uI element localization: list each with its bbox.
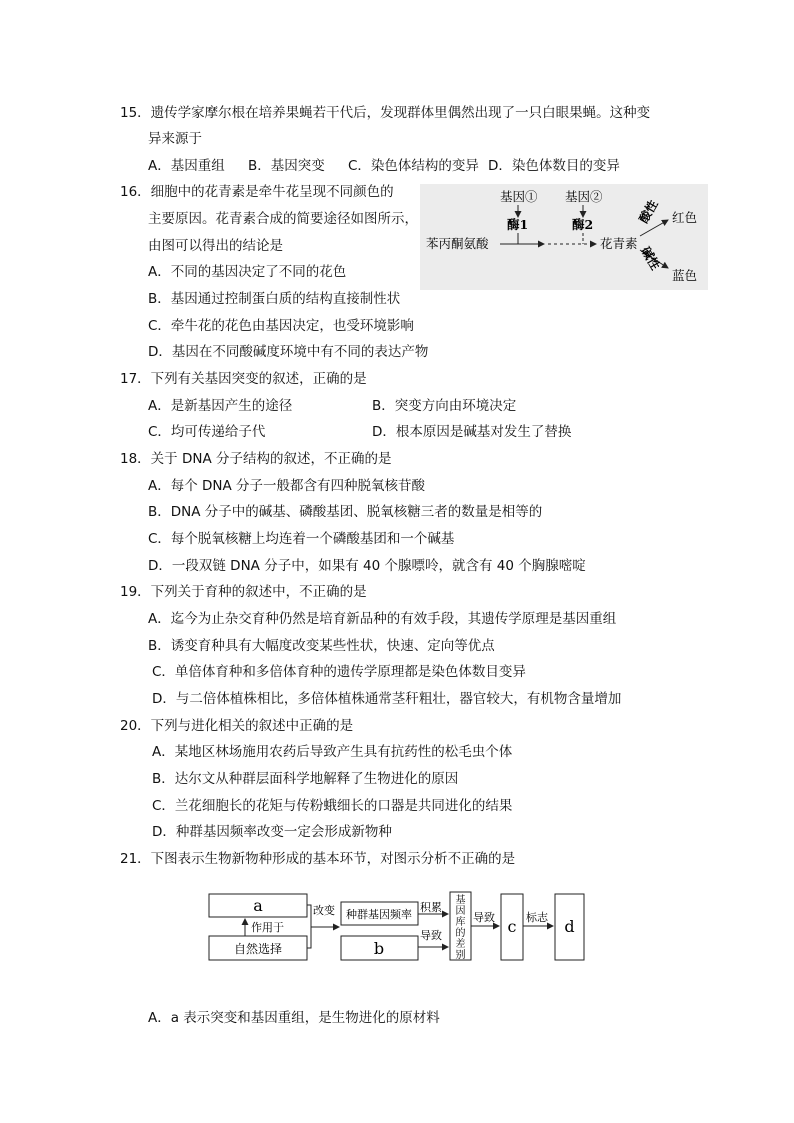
q21-label-gene-frequency: 种群基因频率 [346,908,412,921]
q21-gene-pool-char-2: 因 [455,906,466,917]
q17-stem: 17．下列有关基因突变的叙述，正确的是 [120,371,367,387]
q16-blue-label: 蓝色 [672,268,698,283]
q15-stem-line1: 15．遗传学家摩尔根在培养果蝇若干代后，发现群体里偶然出现了一只白眼果蝇。这种变 [120,105,651,121]
q16-red-label: 红色 [672,210,698,225]
q18-option-a: A．每个 DNA 分子一般都含有四种脱氧核苷酸 [148,478,426,494]
q21-speciation-figure [205,886,595,966]
q16-product-label: 花青素 [600,236,638,251]
q21-label-b: b [373,939,385,958]
q19-option-c: C．单倍体育种和多倍体育种的遗传学原理都是染色体数目变异 [152,664,526,680]
q17-option-a: A．是新基因产生的途径 [148,398,293,414]
q19-stem: 19．下列关于育种的叙述中，不正确的是 [120,584,367,600]
q21-left-bracket [307,905,311,948]
q16-stem-line1: 16．细胞中的花青素是牵牛花呈现不同颜色的 [120,184,394,200]
q16-acid-label: 酸性 [636,197,661,226]
q21-gene-pool-char-5: 差 [455,939,466,950]
q21-acts-on-label: 作用于 [251,921,284,934]
q18-option-d: D．一段双链 DNA 分子中，如果有 40 个腺嘌呤，就含有 40 个胸腺嘧啶 [148,558,586,574]
q16-stem-line3: 由图可以得出的结论是 [148,238,283,254]
q21-label-c: c [507,917,517,936]
q15-stem-line2: 异来源于 [148,131,202,147]
q17-option-d: D．根本原因是碱基对发生了替换 [372,424,572,440]
q16-option-a: A．不同的基因决定了不同的花色 [148,264,347,280]
q16-substrate-label: 苯丙酮氨酸 [426,236,489,251]
q16-enzyme1-label: 酶1 [507,217,529,232]
q20-option-a: A．某地区林场施用农药后导致产生具有抗药性的松毛虫个体 [152,744,513,760]
q21-gene-pool-char-1: 基 [455,895,466,906]
q17-option-b: B．突变方向由环境决定 [372,398,517,414]
q20-option-c: C．兰花细胞长的花矩与传粉蛾细长的口器是共同进化的结果 [152,798,513,814]
q21-gene-pool-char-4: 的 [455,928,466,939]
q21-option-a: A．a 表示突变和基因重组，是生物进化的原材料 [148,1010,440,1026]
q16-option-d: D．基因在不同酸碱度环境中有不同的表达产物 [148,344,429,360]
q16-pathway-figure [420,184,708,290]
q21-stem: 21．下图表示生物新物种形成的基本环节，对图示分析不正确的是 [120,851,516,867]
q16-enzyme2-label: 酶2 [572,217,594,232]
q18-option-b: B．DNA 分子中的碱基、磷酸基团、脱氧核糖三者的数量是相等的 [148,504,543,520]
q20-stem: 20．下列与进化相关的叙述中正确的是 [120,718,354,734]
q16-gene2-label: 基因② [565,189,603,204]
q21-label-d: d [564,917,575,936]
q21-label-natural-selection: 自然选择 [233,942,283,956]
q15-option-a: A．基因重组 [148,158,225,174]
q19-option-b: B．诱变育种具有大幅度改变某些性状，快速、定向等优点 [148,638,495,654]
q21-marker-label: 标志 [526,911,548,924]
q21-label-a: a [253,896,263,915]
q21-accumulate-label: 积累 [420,901,442,914]
q20-option-b: B．达尔文从种群层面科学地解释了生物进化的原因 [152,771,459,787]
q16-gene1-label: 基因① [500,189,538,204]
q21-leads-to-label-2: 导致 [473,911,495,924]
q21-change-label: 改变 [313,904,335,917]
q16-alkaline-label: 碱性 [638,244,663,273]
q18-option-c: C．每个脱氧核糖上均连着一个磷酸基团和一个碱基 [148,531,455,547]
q19-option-a: A．迄今为止杂交育种仍然是培育新品种的有效手段，其遗传学原理是基因重组 [148,611,617,627]
q16-option-c: C．牵牛花的花色由基因决定，也受环境影响 [148,318,414,334]
q20-option-d: D．种群基因频率改变一定会形成新物种 [152,824,392,840]
q16-option-b: B．基因通过控制蛋白质的结构直接制性状 [148,291,401,307]
q21-leads-to-label-1: 导致 [420,929,442,942]
q16-stem-line2: 主要原因。花青素合成的简要途径如图所示， [148,211,418,227]
q21-gene-pool-char-3: 库 [455,917,466,928]
q15-option-d: D．染色体数目的变异 [488,158,620,174]
q17-option-c: C．均可传递给子代 [148,424,266,440]
q15-option-c: C．染色体结构的变异 [348,158,479,174]
q19-option-d: D．与二倍体植株相比，多倍体植株通常茎秆粗壮，器官较大，有机物含量增加 [152,691,622,707]
q21-gene-pool-char-6: 别 [455,950,466,961]
q18-stem: 18．关于 DNA 分子结构的叙述，不正确的是 [120,451,392,467]
q15-option-b: B．基因突变 [248,158,325,174]
